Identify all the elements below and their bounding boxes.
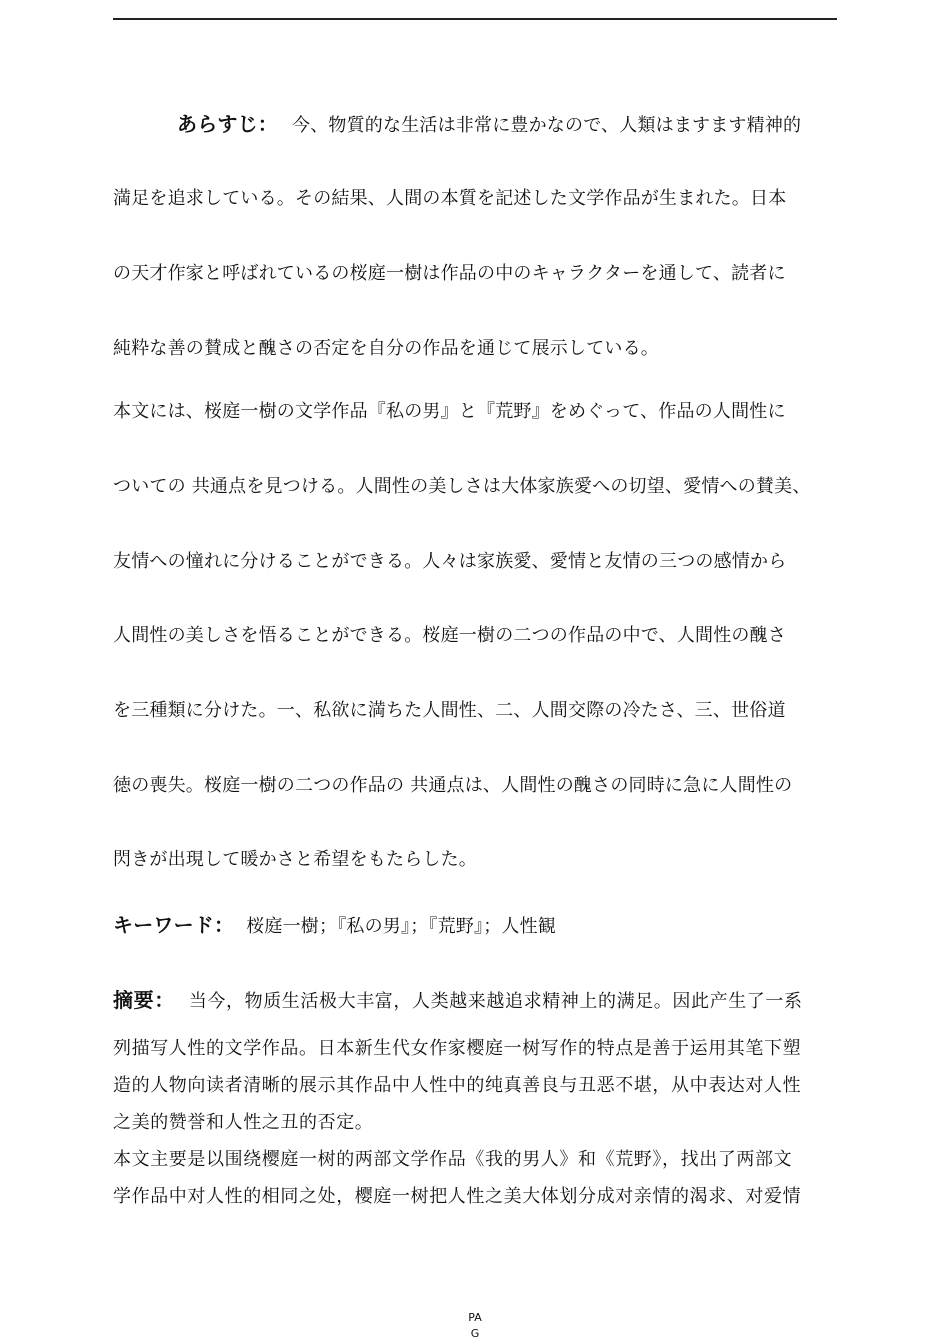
abstract-cn-line: 本文主要是以围绕樱庭一树的两部文学作品《我的男人》和《荒野》，找出了两部文 — [113, 1149, 793, 1170]
abstract-jp-line: 本文には、桜庭一樹の文学作品『私の男』と『荒野』をめぐって、作品の人間性に — [113, 401, 786, 422]
abstract-cn-line: 当今，物质生活极大丰富，人类越来越追求精神上的满足。因此产生了一系 — [188, 991, 803, 1012]
abstract-cn-heading: 摘要： — [113, 988, 175, 1012]
abstract-cn-line: 学作品中对人性的相同之处，樱庭一树把人性之美大体划分成对亲情的渴求、对爱情 — [113, 1186, 802, 1207]
abstract-jp-line: を三種類に分けた。一、私欲に満ちた人間性、二、人間交際の冷たさ、三、世俗道 — [113, 700, 786, 721]
abstract-jp-line: 閃きが出現して暖かさと希望をもたらした。 — [113, 849, 477, 870]
page-footer-line1: PA — [468, 1311, 482, 1324]
abstract-cn-line: 列描写人性的文学作品。日本新生代女作家樱庭一树写作的特点是善于运用其笔下塑 — [113, 1038, 802, 1059]
abstract-jp-line: 徳の喪失。桜庭一樹の二つの作品の 共通点は、人間性の醜さの同時に急に人間性の — [113, 775, 793, 796]
page-footer-line2: G — [470, 1327, 480, 1340]
keywords-text: 桜庭一樹；『私の男』；『荒野』；人性観 — [246, 916, 557, 937]
abstract-cn-line: 造的人物向读者清晰的展示其作品中人性中的纯真善良与丑恶不堪，从中表达对人性 — [113, 1075, 802, 1096]
keywords-heading: キーワード： — [113, 913, 235, 937]
abstract-cn-first-line — [113, 988, 803, 1014]
abstract-jp-first-line — [177, 112, 801, 138]
header-rule — [113, 18, 837, 20]
abstract-jp-line: ついての 共通点を見つける。人間性の美しさは大体家族愛への切望、愛情への賛美、 — [113, 476, 811, 497]
keywords-line — [113, 913, 556, 939]
abstract-jp-line: 人間性の美しさを悟ることができる。桜庭一樹の二つの作品の中で、人間性の醜さ — [113, 625, 787, 646]
abstract-jp-line: 今、物質的な生活は非常に豊かなので、人類はますます精神的 — [292, 115, 802, 136]
abstract-jp-line: 友情への憧れに分けることができる。人々は家族愛、愛情と友情の三つの感情から — [113, 551, 787, 572]
abstract-jp-line: 純粋な善の賛成と醜さの否定を自分の作品を通じて展示している。 — [113, 338, 659, 359]
abstract-jp-heading: あらすじ： — [177, 112, 278, 136]
abstract-cn-line: 之美的赞誉和人性之丑的否定。 — [113, 1112, 374, 1133]
abstract-jp-line: 満足を追求している。その結果、人間の本質を記述した文学作品が生まれた。日本 — [113, 188, 787, 209]
abstract-jp-line: の天才作家と呼ばれているの桜庭一樹は作品の中のキャラクターを通して、読者に — [113, 263, 786, 284]
